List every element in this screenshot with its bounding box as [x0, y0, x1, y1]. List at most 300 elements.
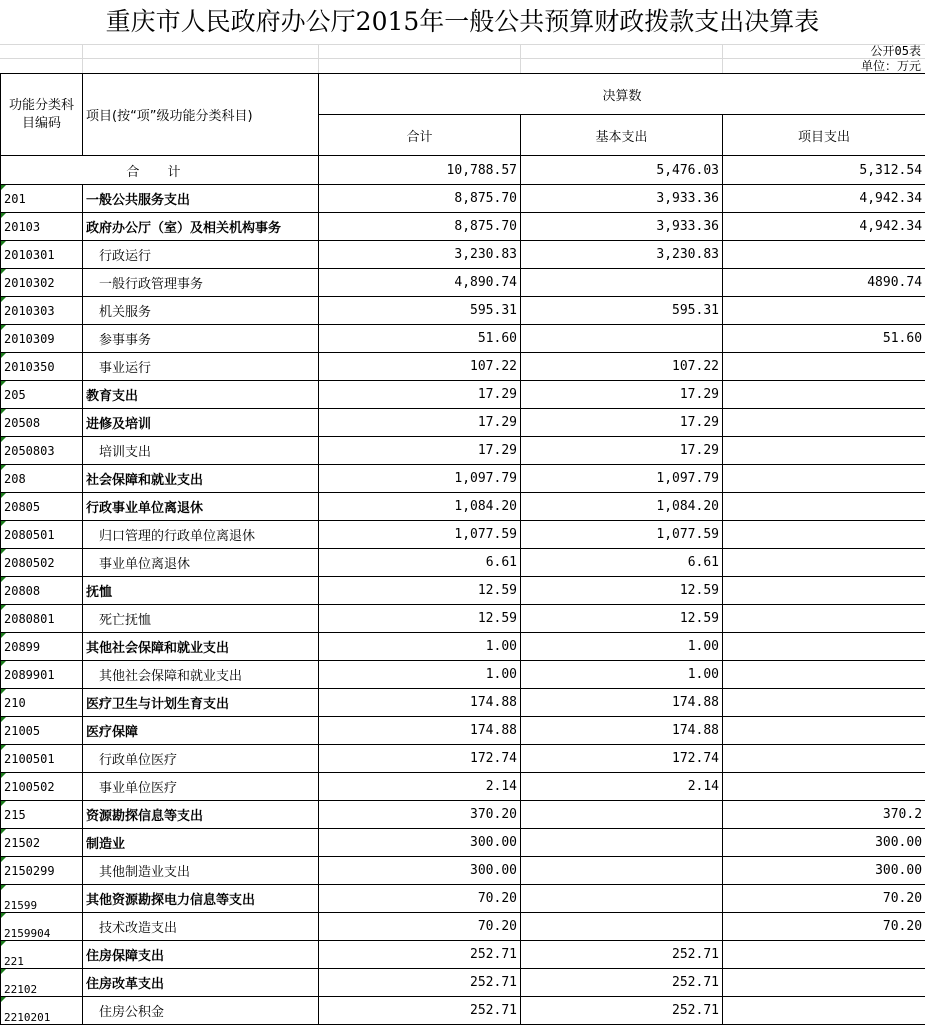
- row-total: [319, 745, 521, 773]
- row-name: [83, 577, 319, 605]
- row-project: [723, 857, 925, 885]
- row-name: [83, 465, 319, 493]
- cell-marker-icon: [1, 325, 6, 330]
- cell-marker-icon: [1, 605, 6, 610]
- cell-marker-icon: [1, 381, 6, 386]
- row-code: [1, 717, 83, 745]
- table-row: [1, 521, 925, 549]
- row-name-text: 医疗保障: [86, 725, 138, 740]
- row-project: [723, 969, 925, 997]
- row-total: [319, 661, 521, 689]
- row-name-text: 政府办公厅（室）及相关机构事务: [86, 221, 281, 236]
- row-project-text: 370.2: [883, 807, 922, 822]
- row-basic: [521, 717, 723, 745]
- row-basic: [521, 801, 723, 829]
- row-basic-text: 3,933.36: [656, 191, 719, 206]
- row-name: [83, 297, 319, 325]
- row-basic: [521, 241, 723, 269]
- row-name-text: 行政事业单位离退休: [86, 501, 203, 516]
- cell-marker-icon: [1, 689, 6, 694]
- cell-marker-icon: [1, 577, 6, 582]
- row-total: [319, 997, 521, 1025]
- row-name: [83, 997, 319, 1025]
- row-project: [723, 353, 925, 381]
- row-basic: [521, 745, 723, 773]
- row-code-text: 2010303: [4, 304, 55, 318]
- row-project-text: 300.00: [875, 835, 922, 850]
- cell-marker-icon: [1, 213, 6, 218]
- row-name: [83, 521, 319, 549]
- row-code-text: 215: [4, 808, 26, 822]
- row-total-text: 1,084.20: [454, 499, 517, 514]
- row-name: [83, 633, 319, 661]
- row-basic-text: 2.14: [688, 779, 719, 794]
- table-row: [1, 913, 925, 941]
- row-code-text: 2100501: [4, 752, 55, 766]
- sheet-gridline: [520, 44, 521, 74]
- row-name: [83, 857, 319, 885]
- row-code: [1, 801, 83, 829]
- row-name-text: 住房改革支出: [86, 977, 164, 992]
- header-basic: 基本支出: [521, 115, 723, 156]
- row-basic: [521, 913, 723, 941]
- row-basic-text: 3,933.36: [656, 219, 719, 234]
- cell-marker-icon: [1, 437, 6, 442]
- cell-marker-icon: [1, 269, 6, 274]
- row-total: [319, 409, 521, 437]
- row-total: [319, 969, 521, 997]
- row-total: [319, 605, 521, 633]
- row-code-text: 201: [4, 192, 26, 206]
- row-total: [319, 521, 521, 549]
- row-code-text: 2080501: [4, 528, 55, 542]
- row-name: [83, 409, 319, 437]
- table-row: [1, 605, 925, 633]
- row-total: [319, 857, 521, 885]
- row-code-text: 2100502: [4, 780, 55, 794]
- header-code-label: 功能分类科目编码: [9, 98, 74, 131]
- row-project-text: 300.00: [875, 863, 922, 878]
- cell-marker-icon: [1, 997, 6, 1002]
- row-project-text: 51.60: [883, 331, 922, 346]
- row-total-text: 252.71: [470, 947, 517, 962]
- row-name: [83, 773, 319, 801]
- row-project: [723, 801, 925, 829]
- row-name-text: 医疗卫生与计划生育支出: [86, 697, 229, 712]
- row-project: [723, 689, 925, 717]
- row-code-text: 20508: [4, 416, 40, 430]
- row-code-text: 21599: [4, 899, 37, 912]
- row-basic-text: 12.59: [680, 611, 719, 626]
- row-basic-text: 174.88: [672, 723, 719, 738]
- sheet-gridline: [82, 44, 83, 74]
- row-name-text: 教育支出: [86, 389, 138, 404]
- row-name-text: 事业单位医疗: [99, 781, 177, 796]
- row-basic: [521, 465, 723, 493]
- row-project: [723, 521, 925, 549]
- row-code-text: 22102: [4, 983, 37, 996]
- row-total: [319, 297, 521, 325]
- row-basic-text: 252.71: [672, 1003, 719, 1018]
- row-name-text: 其他社会保障和就业支出: [99, 669, 242, 684]
- row-name-text: 行政单位医疗: [99, 753, 177, 768]
- row-name-text: 社会保障和就业支出: [86, 473, 203, 488]
- row-code-text: 2010302: [4, 276, 55, 290]
- table-row: [1, 353, 925, 381]
- row-total: [319, 437, 521, 465]
- row-total-text: 17.29: [478, 443, 517, 458]
- cell-marker-icon: [1, 465, 6, 470]
- row-project: [723, 409, 925, 437]
- row-name-text: 其他资源勘探电力信息等支出: [86, 893, 255, 908]
- row-basic: [521, 381, 723, 409]
- row-name: [83, 829, 319, 857]
- row-basic: [521, 857, 723, 885]
- cell-marker-icon: [1, 409, 6, 414]
- row-total: [319, 717, 521, 745]
- row-code: [1, 577, 83, 605]
- row-total: [319, 241, 521, 269]
- row-project-text: 4890.74: [867, 275, 922, 290]
- row-code: [1, 913, 83, 941]
- row-name: [83, 549, 319, 577]
- row-code: [1, 493, 83, 521]
- row-total: [319, 549, 521, 577]
- row-code: [1, 269, 83, 297]
- row-basic-text: 1,084.20: [656, 499, 719, 514]
- row-code: [1, 185, 83, 213]
- row-total: [319, 269, 521, 297]
- row-basic: [521, 941, 723, 969]
- row-basic: [521, 325, 723, 353]
- row-project: [723, 605, 925, 633]
- row-code-text: 2050803: [4, 444, 55, 458]
- row-name-text: 其他社会保障和就业支出: [86, 641, 229, 656]
- row-code-text: 20805: [4, 500, 40, 514]
- row-name-text: 培训支出: [99, 445, 151, 460]
- cell-marker-icon: [1, 521, 6, 526]
- table-row: [1, 549, 925, 577]
- row-total-text: 300.00: [470, 863, 517, 878]
- row-total: [319, 829, 521, 857]
- row-total-text: 1.00: [486, 667, 517, 682]
- row-name: [83, 269, 319, 297]
- row-code: [1, 661, 83, 689]
- row-project: [723, 745, 925, 773]
- row-project-text: 70.20: [883, 891, 922, 906]
- row-name: [83, 185, 319, 213]
- row-total-text: 51.60: [478, 331, 517, 346]
- row-name: [83, 969, 319, 997]
- header-group: 决算数: [319, 74, 925, 115]
- row-name-text: 技术改造支出: [99, 921, 177, 936]
- table-row: [1, 185, 925, 213]
- row-project: [723, 773, 925, 801]
- row-total: [319, 633, 521, 661]
- table-row: [1, 325, 925, 353]
- row-basic: [521, 549, 723, 577]
- budget-table: [0, 73, 925, 1025]
- row-name: [83, 241, 319, 269]
- row-name: [83, 325, 319, 353]
- row-total: [319, 577, 521, 605]
- table-row: [1, 661, 925, 689]
- cell-marker-icon: [1, 829, 6, 834]
- row-code: [1, 829, 83, 857]
- row-project: [723, 325, 925, 353]
- row-project: [723, 577, 925, 605]
- header-item: [83, 74, 319, 156]
- total-total: 10,788.57: [319, 156, 521, 185]
- row-total: [319, 325, 521, 353]
- row-basic: [521, 353, 723, 381]
- row-name: [83, 605, 319, 633]
- row-basic: [521, 493, 723, 521]
- cell-marker-icon: [1, 969, 6, 974]
- table-row: [1, 773, 925, 801]
- table-row: [1, 801, 925, 829]
- row-project: [723, 493, 925, 521]
- row-name: [83, 493, 319, 521]
- row-code: [1, 885, 83, 913]
- row-code: [1, 213, 83, 241]
- row-name-text: 归口管理的行政单位离退休: [99, 529, 255, 544]
- row-name-text: 住房保障支出: [86, 949, 164, 964]
- table-row: [1, 717, 925, 745]
- table-row: [1, 437, 925, 465]
- row-basic-text: 1,077.59: [656, 527, 719, 542]
- row-basic: [521, 689, 723, 717]
- table-row: [1, 493, 925, 521]
- row-total-text: 252.71: [470, 1003, 517, 1018]
- row-basic-text: 252.71: [672, 947, 719, 962]
- row-total-text: 370.20: [470, 807, 517, 822]
- header-project: 项目支出: [723, 115, 925, 156]
- row-name: [83, 913, 319, 941]
- total-basic: 5,476.03: [521, 156, 723, 185]
- row-total-text: 1.00: [486, 639, 517, 654]
- row-name-text: 住房公积金: [99, 1005, 164, 1020]
- row-basic: [521, 605, 723, 633]
- row-project: [723, 829, 925, 857]
- row-name-text: 事业运行: [99, 361, 151, 376]
- row-code-text: 205: [4, 388, 26, 402]
- cell-marker-icon: [1, 185, 6, 190]
- row-total: [319, 185, 521, 213]
- row-project: [723, 269, 925, 297]
- row-basic: [521, 829, 723, 857]
- row-code: [1, 409, 83, 437]
- row-total: [319, 465, 521, 493]
- table-row: [1, 381, 925, 409]
- row-name: [83, 689, 319, 717]
- row-total: [319, 353, 521, 381]
- table-row: [1, 213, 925, 241]
- row-basic: [521, 633, 723, 661]
- row-total-text: 172.74: [470, 751, 517, 766]
- row-name-text: 参事事务: [99, 333, 151, 348]
- row-project: [723, 661, 925, 689]
- row-project: [723, 717, 925, 745]
- table-row: [1, 745, 925, 773]
- row-code: [1, 773, 83, 801]
- row-code-text: 20103: [4, 220, 40, 234]
- row-code: [1, 689, 83, 717]
- row-code-text: 2010301: [4, 248, 55, 262]
- row-total-text: 17.29: [478, 387, 517, 402]
- row-basic-text: 174.88: [672, 695, 719, 710]
- row-code: [1, 465, 83, 493]
- row-code-text: 20808: [4, 584, 40, 598]
- page-title: 重庆市人民政府办公厅2015年一般公共预算财政拨款支出决算表: [0, 0, 925, 44]
- row-project: [723, 549, 925, 577]
- row-total-text: 1,097.79: [454, 471, 517, 486]
- row-basic-text: 17.29: [680, 387, 719, 402]
- row-name: [83, 885, 319, 913]
- row-basic-text: 252.71: [672, 975, 719, 990]
- row-code-text: 2159904: [4, 927, 50, 940]
- form-number: 公开05表: [871, 44, 921, 58]
- row-total-text: 1,077.59: [454, 527, 517, 542]
- row-basic: [521, 997, 723, 1025]
- row-name: [83, 353, 319, 381]
- row-basic: [521, 185, 723, 213]
- sheet-gridline: [318, 44, 319, 74]
- row-total: [319, 941, 521, 969]
- table-row: [1, 241, 925, 269]
- row-total: [319, 801, 521, 829]
- table-row: [1, 269, 925, 297]
- row-code: [1, 381, 83, 409]
- row-name: [83, 745, 319, 773]
- row-code: [1, 297, 83, 325]
- row-code-text: 221: [4, 955, 24, 968]
- row-basic: [521, 577, 723, 605]
- row-basic-text: 172.74: [672, 751, 719, 766]
- unit-label: 单位：万元: [861, 59, 921, 73]
- header-code: [1, 74, 83, 156]
- row-code-text: 210: [4, 696, 26, 710]
- table-row: [1, 969, 925, 997]
- header-total: 合计: [319, 115, 521, 156]
- row-total-text: 8,875.70: [454, 191, 517, 206]
- row-basic: [521, 297, 723, 325]
- row-basic: [521, 521, 723, 549]
- row-total-text: 174.88: [470, 695, 517, 710]
- row-name-text: 死亡抚恤: [99, 613, 151, 628]
- row-code: [1, 745, 83, 773]
- row-basic: [521, 661, 723, 689]
- row-basic-text: 6.61: [688, 555, 719, 570]
- row-code: [1, 521, 83, 549]
- cell-marker-icon: [1, 801, 6, 806]
- row-name-text: 事业单位离退休: [99, 557, 190, 572]
- row-total-text: 4,890.74: [454, 275, 517, 290]
- total-row: [1, 156, 925, 185]
- cell-marker-icon: [1, 241, 6, 246]
- row-code: [1, 857, 83, 885]
- row-basic: [521, 969, 723, 997]
- row-name: [83, 801, 319, 829]
- row-code-text: 2010350: [4, 360, 55, 374]
- row-code-text: 20899: [4, 640, 40, 654]
- row-total-text: 595.31: [470, 303, 517, 318]
- row-basic: [521, 437, 723, 465]
- sheet-gridline: [722, 44, 723, 74]
- row-name: [83, 213, 319, 241]
- cell-marker-icon: [1, 297, 6, 302]
- total-label: 合 计: [1, 156, 319, 185]
- cell-marker-icon: [1, 493, 6, 498]
- row-basic-text: 17.29: [680, 415, 719, 430]
- table-row: [1, 577, 925, 605]
- total-project: 5,312.54: [723, 156, 925, 185]
- table-row: [1, 885, 925, 913]
- row-total: [319, 913, 521, 941]
- table-row: [1, 297, 925, 325]
- row-code: [1, 969, 83, 997]
- row-name: [83, 661, 319, 689]
- row-project: [723, 213, 925, 241]
- row-name-text: 机关服务: [99, 305, 151, 320]
- row-code-text: 21005: [4, 724, 40, 738]
- row-basic-text: 17.29: [680, 443, 719, 458]
- row-code: [1, 633, 83, 661]
- row-code: [1, 605, 83, 633]
- row-total: [319, 773, 521, 801]
- row-basic-text: 595.31: [672, 303, 719, 318]
- row-total-text: 300.00: [470, 835, 517, 850]
- row-project: [723, 941, 925, 969]
- table-row: [1, 997, 925, 1025]
- row-total: [319, 689, 521, 717]
- row-code: [1, 941, 83, 969]
- row-code: [1, 437, 83, 465]
- cell-marker-icon: [1, 857, 6, 862]
- row-code-text: 2080801: [4, 612, 55, 626]
- row-name-text: 抚恤: [86, 585, 112, 600]
- cell-marker-icon: [1, 661, 6, 666]
- cell-marker-icon: [1, 885, 6, 890]
- row-project: [723, 241, 925, 269]
- row-code-text: 208: [4, 472, 26, 486]
- row-project: [723, 437, 925, 465]
- table-row: [1, 857, 925, 885]
- row-total: [319, 885, 521, 913]
- row-total-text: 6.61: [486, 555, 517, 570]
- row-total-text: 70.20: [478, 891, 517, 906]
- row-project: [723, 997, 925, 1025]
- row-code-text: 2080502: [4, 556, 55, 570]
- cell-marker-icon: [1, 353, 6, 358]
- cell-marker-icon: [1, 913, 6, 918]
- row-project: [723, 381, 925, 409]
- row-total-text: 2.14: [486, 779, 517, 794]
- table-row: [1, 689, 925, 717]
- row-project-text: 70.20: [883, 919, 922, 934]
- row-name-text: 行政运行: [99, 249, 151, 264]
- row-name: [83, 381, 319, 409]
- row-basic: [521, 773, 723, 801]
- row-project: [723, 885, 925, 913]
- table-row: [1, 829, 925, 857]
- row-total: [319, 493, 521, 521]
- table-row: [1, 941, 925, 969]
- row-code: [1, 997, 83, 1025]
- row-name-text: 一般公共服务支出: [86, 193, 190, 208]
- row-total: [319, 381, 521, 409]
- row-total-text: 252.71: [470, 975, 517, 990]
